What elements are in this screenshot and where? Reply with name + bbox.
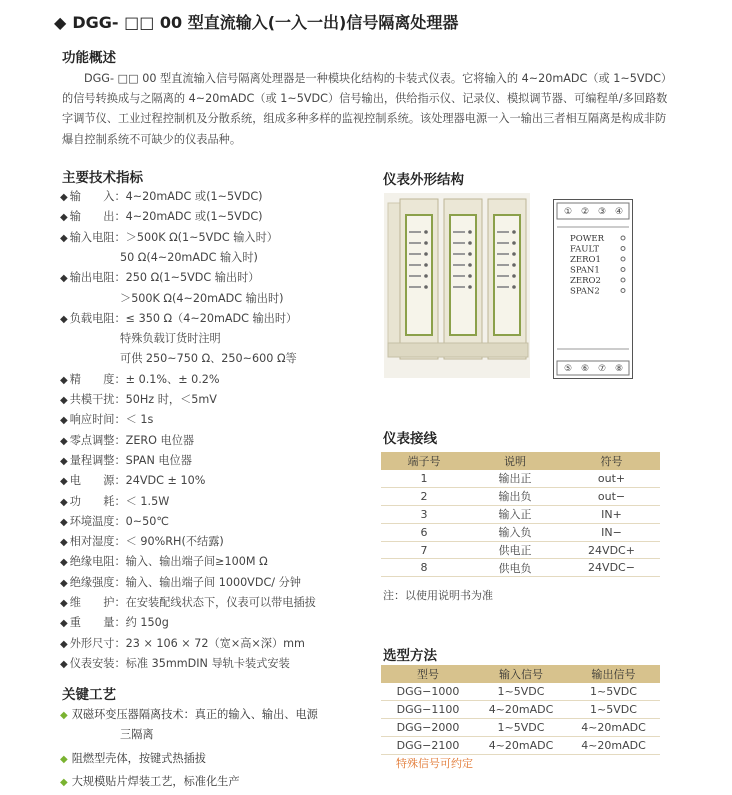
table-cell: out+ — [563, 470, 660, 487]
spec-item — [60, 512, 169, 532]
spec-item — [60, 451, 192, 471]
spec-item — [60, 654, 290, 674]
spec-item — [60, 309, 297, 329]
green-bullet-icon: ◆ — [60, 710, 68, 721]
selection-table — [381, 665, 660, 755]
table-cell: 1~5VDC — [475, 683, 567, 700]
spec-value: ≤ 350 Ω（4~20mADC 输出时） — [125, 311, 298, 325]
table-cell: 1~5VDC — [475, 718, 567, 736]
table-cell: 7 — [381, 541, 467, 559]
spec-item — [60, 268, 259, 288]
spec-item — [60, 207, 263, 227]
process-item — [60, 749, 206, 769]
spec-label: 量程调整： — [69, 453, 126, 467]
wiring-heading: 仪表接线 — [383, 431, 437, 447]
table-cell: DGG−2000 — [381, 718, 475, 736]
wiring-note: 注：以使用说明书为准 — [383, 589, 493, 602]
table-cell: 供电正 — [467, 541, 563, 559]
spec-value: 0~50℃ — [125, 514, 169, 528]
table-cell: IN+ — [563, 505, 660, 523]
terminal-number: ⑦ — [597, 364, 607, 374]
spec-label: 共模干扰： — [69, 393, 126, 406]
spec-label: 功 耗： — [69, 494, 126, 508]
table-cell: 供电负 — [467, 559, 563, 577]
spec-value: 在安装配线状态下，仪表可以带电插拔 — [125, 596, 316, 609]
diamond-bullet-icon: ◆ — [60, 455, 68, 467]
spec-value: ＜ 1.5W — [125, 494, 170, 508]
spec-label: 输入电阻： — [69, 230, 126, 244]
diamond-bullet-icon: ◆ — [60, 618, 68, 630]
spec-value: ＜ 90%RH(不结露) — [125, 535, 224, 549]
spec-value: 4~20mADC 或(1~5VDC) — [125, 190, 263, 203]
diamond-bullet-icon: ◆ — [60, 232, 68, 244]
table-row — [381, 487, 660, 505]
terminal-number: ② — [580, 207, 590, 217]
spec-label: 相对湿度： — [69, 535, 126, 549]
page-title: ◆ DGG- □□ 00 型直流输入(一入一出)信号隔离处理器 — [54, 13, 459, 32]
table-cell: IN− — [563, 523, 660, 541]
terminal-number: ⑥ — [580, 364, 590, 374]
panel-label: ZERO2 — [570, 276, 601, 286]
table-cell: 3 — [381, 505, 467, 523]
selection-heading: 选型方法 — [383, 648, 437, 664]
module-card — [400, 199, 438, 359]
spec-label: 输 出： — [69, 210, 126, 224]
diamond-bullet-icon: ◆ — [60, 557, 68, 569]
table-cell: 输入负 — [467, 523, 563, 541]
spec-item — [60, 289, 284, 309]
spec-item — [60, 349, 297, 369]
table-cell: DGG−1100 — [381, 700, 475, 718]
diamond-bullet-icon: ◆ — [60, 313, 68, 325]
diamond-bullet-icon: ◆ — [60, 577, 68, 589]
spec-value: 标准 35mmDIN 导轨卡装式安装 — [125, 656, 290, 670]
table-cell: 24VDC− — [563, 559, 660, 577]
column-header: 型号 — [381, 665, 475, 683]
spec-item — [60, 552, 268, 572]
table-cell: 1~5VDC — [567, 683, 660, 700]
spec-value: ZERO 电位器 — [125, 433, 195, 447]
table-cell: DGG−1000 — [381, 683, 475, 700]
table-cell: 输出负 — [467, 487, 563, 505]
column-header: 端子号 — [381, 452, 467, 470]
spec-item — [60, 248, 258, 268]
spec-item — [60, 228, 278, 248]
spec-value: 50 Ω(4~20mADC 输入时) — [120, 250, 258, 264]
diamond-bullet-icon: ◆ — [60, 496, 68, 508]
spec-label: 仪表安装： — [69, 656, 126, 670]
terminal-number: ③ — [597, 207, 607, 217]
spec-value: 可供 250~750 Ω、250~600 Ω等 — [120, 352, 297, 366]
spec-value: SPAN 电位器 — [125, 453, 192, 467]
spec-value: 特殊负载订货时注明 — [120, 332, 221, 346]
table-row — [381, 559, 660, 577]
diamond-bullet-icon: ◆ — [60, 537, 68, 549]
overview-paragraph: DGG- □□ 00 型直流输入信号隔离处理器是一种模块化结构的卡装式仪表。它将输入的 4~20mADC（或 1~5VDC）的信号转换成与之隔离的 4~20mADC（或 1~5VDC）信号输出，供给指示仪、记录仪、模拟调节器、可编程单/多回路数字调节仪、工业过程控制机及分散系统，组成多种多样的监视控制系统。该处理器电源一入一输出三者相互隔离是构成非防爆自控制系统不可缺少的仪表品种。 — [62, 72, 668, 146]
terminal-number: ⑤ — [563, 364, 573, 374]
spec-value: 输入、输出端子间≥100M Ω — [125, 555, 268, 569]
spec-item — [60, 613, 169, 633]
spec-value: 23 × 106 × 72（宽×高×深）mm — [125, 636, 305, 650]
spec-value: 50Hz 时，＜5mV — [125, 393, 217, 406]
table-row — [381, 718, 660, 736]
spec-item — [60, 187, 263, 207]
table-cell: 输出正 — [467, 470, 563, 487]
spec-item — [60, 532, 224, 552]
terminal-number: ① — [563, 207, 573, 217]
spec-item — [60, 410, 153, 430]
diamond-bullet-icon: ◆ — [60, 273, 68, 285]
table-cell: 4~20mADC — [567, 736, 660, 754]
spec-label: 维 护： — [69, 596, 126, 609]
spec-label: 零点调整： — [69, 433, 126, 447]
spec-label: 重 量： — [69, 616, 126, 630]
spec-label: 绝缘电阻： — [69, 555, 126, 569]
spec-label: 响应时间： — [69, 413, 126, 427]
table-row — [381, 700, 660, 718]
diamond-bullet-icon: ◆ — [60, 435, 68, 447]
table-row — [381, 470, 660, 487]
process-text-cont: 三隔离 — [120, 728, 154, 741]
process-item — [60, 772, 240, 792]
process-text: 大规模贴片焊装工艺，标准化生产 — [71, 775, 240, 788]
diamond-bullet-icon: ◆ — [60, 638, 68, 650]
panel-label: FAULT — [570, 244, 600, 255]
spec-item — [60, 329, 221, 349]
spec-label: 输 入： — [69, 190, 126, 203]
terminal-number: ④ — [614, 207, 624, 217]
spec-value: ＞500K Ω(1~5VDC 输入时） — [125, 230, 278, 244]
terminal-number: ⑧ — [614, 364, 624, 374]
spec-value: 约 150g — [125, 616, 169, 630]
spec-value: 输入、输出端子间 1000VDC/ 分钟 — [125, 575, 301, 589]
spec-label: 环境温度： — [69, 514, 126, 528]
diamond-bullet-icon: ◆ — [54, 13, 67, 32]
diamond-bullet-icon: ◆ — [60, 415, 68, 427]
spec-value: 4~20mADC 或(1~5VDC) — [125, 210, 263, 224]
column-header: 输出信号 — [567, 665, 660, 683]
diamond-bullet-icon: ◆ — [60, 192, 68, 203]
table-cell: 1~5VDC — [567, 700, 660, 718]
diamond-bullet-icon: ◆ — [60, 212, 68, 224]
table-cell: 1 — [381, 470, 467, 487]
column-header: 符号 — [563, 452, 660, 470]
diamond-bullet-icon: ◆ — [60, 476, 68, 488]
spec-item — [60, 431, 194, 451]
table-cell: 24VDC+ — [563, 541, 660, 559]
process-item — [60, 705, 318, 744]
diamond-bullet-icon: ◆ — [60, 658, 68, 670]
diamond-bullet-icon: ◆ — [60, 598, 68, 609]
table-cell: 4~20mADC — [475, 700, 567, 718]
green-bullet-icon: ◆ — [60, 777, 68, 788]
spec-label: 精 度： — [69, 372, 126, 386]
diamond-bullet-icon: ◆ — [60, 516, 68, 528]
table-cell: 输入正 — [467, 505, 563, 523]
structure-heading: 仪表外形结构 — [383, 172, 464, 188]
table-cell: 8 — [381, 559, 467, 577]
spec-label: 电 源： — [69, 474, 126, 488]
process-text: 双磁环变压器隔离技术：真正的输入、输出、电源 — [71, 708, 318, 721]
spec-label: 绝缘强度： — [69, 575, 126, 589]
spec-item — [60, 573, 301, 593]
spec-item — [60, 390, 217, 410]
diamond-bullet-icon: ◆ — [60, 395, 68, 406]
spec-value: ± 0.1%、± 0.2% — [125, 372, 220, 386]
front-panel-drawing — [553, 199, 633, 379]
spec-item — [60, 471, 205, 491]
spec-label: 外形尺寸： — [69, 636, 126, 650]
column-header: 说明 — [467, 452, 563, 470]
panel-label: ZERO1 — [570, 255, 601, 265]
spec-value: 24VDC ± 10% — [125, 474, 206, 488]
spec-item — [60, 593, 316, 613]
table-cell: out− — [563, 487, 660, 505]
module-card — [444, 199, 482, 359]
diamond-bullet-icon: ◆ — [60, 374, 68, 386]
spec-value: ＞500K Ω(4~20mADC 输出时) — [120, 291, 284, 305]
wiring-table — [381, 452, 660, 577]
table-cell: DGG−2100 — [381, 736, 475, 754]
table-row — [381, 683, 660, 700]
table-row — [381, 523, 660, 541]
process-text: 阻燃型壳体，按键式热插拔 — [71, 752, 206, 765]
spec-value: ＜ 1s — [125, 413, 154, 427]
special-signal-note: 特殊信号可约定 — [396, 757, 473, 770]
table-cell: 2 — [381, 487, 467, 505]
process-heading: 关键工艺 — [62, 687, 116, 703]
device-photo — [384, 193, 530, 378]
panel-label: SPAN2 — [570, 286, 600, 297]
spec-item — [60, 634, 305, 654]
table-cell: 4~20mADC — [567, 718, 660, 736]
spec-item — [60, 370, 220, 390]
spec-value: 250 Ω(1~5VDC 输出时） — [125, 271, 260, 285]
spec-item — [60, 492, 169, 512]
spec-label: 输出电阻： — [69, 271, 126, 285]
spec-label: 负载电阻： — [69, 311, 126, 325]
panel-label: POWER — [570, 234, 605, 244]
green-bullet-icon: ◆ — [60, 754, 68, 765]
column-header: 输入信号 — [475, 665, 567, 683]
table-row — [381, 541, 660, 559]
panel-label: SPAN1 — [570, 265, 600, 276]
table-cell: 4~20mADC — [475, 736, 567, 754]
module-card — [488, 199, 526, 359]
table-cell: 6 — [381, 523, 467, 541]
table-row — [381, 736, 660, 754]
overview-heading: 功能概述 — [62, 50, 116, 66]
table-row — [381, 505, 660, 523]
specs-heading: 主要技术指标 — [62, 170, 143, 186]
